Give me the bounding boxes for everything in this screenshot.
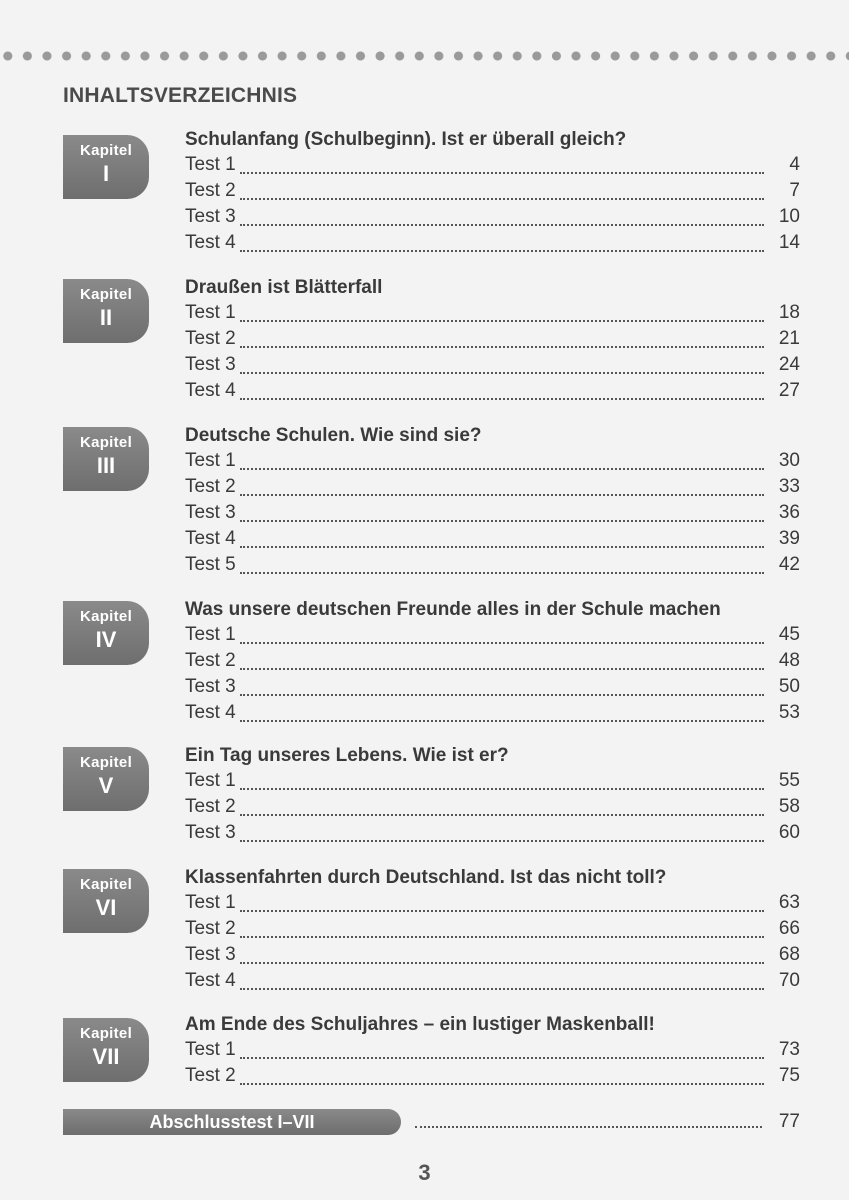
dot-leader [240,546,764,548]
toc-row[interactable] [185,770,800,796]
toc-row[interactable] [185,502,800,528]
test-label: Test 1 [185,624,236,645]
test-label: Test 3 [185,676,236,697]
chapter-badge [63,601,149,665]
page-title: INHALTSVERZEICHNIS [63,84,298,107]
page-ref: 53 [778,702,800,723]
chapter-badge-label: Kapitel [79,608,133,625]
chapter-badge [63,135,149,199]
test-label: Test 2 [185,180,236,201]
test-label: Test 2 [185,476,236,497]
page-ref: 77 [778,1111,800,1132]
page-ref: 4 [789,154,800,175]
test-label: Test 4 [185,380,236,401]
toc-row[interactable] [185,1039,800,1065]
page-ref: 33 [778,476,800,497]
final-test-label: Abschlusstest I–VII [63,1109,401,1135]
toc-row[interactable] [185,676,800,702]
page-ref: 73 [778,1039,800,1060]
test-label: Test 1 [185,302,236,323]
page-ref: 36 [778,502,800,523]
toc-row[interactable] [185,302,800,328]
dot-leader [240,1083,764,1085]
chapter-badge [63,1018,149,1082]
chapter-title: Klassenfahrten durch Deutschland. Ist das nicht toll? [185,867,667,888]
chapter-badge-label: Kapitel [79,876,133,893]
chapter-badge [63,747,149,811]
toc-row[interactable] [185,354,800,380]
test-label: Test 2 [185,328,236,349]
chapter-badge-label: Kapitel [79,1025,133,1042]
test-label: Test 3 [185,354,236,375]
toc-row[interactable] [185,328,800,354]
toc-row[interactable] [185,450,800,476]
test-label: Test 4 [185,528,236,549]
page-number: 3 [418,1160,431,1185]
page-ref: 14 [778,232,800,253]
chapter-title: Schulanfang (Schulbeginn). Ist er überall gleich? [185,129,627,150]
toc-row[interactable] [185,944,800,970]
test-label: Test 2 [185,796,236,817]
dot-leader [240,962,764,964]
toc-row[interactable] [185,206,800,232]
page-ref: 68 [778,944,800,965]
dot-leader [240,1057,764,1059]
chapter-title: Draußen ist Blätterfall [185,277,383,298]
page-ref: 58 [778,796,800,817]
page-ref: 24 [778,354,800,375]
toc-row[interactable] [185,624,800,650]
dot-leader [240,372,764,374]
chapter-badge-number: V [98,773,114,798]
dot-leader [240,936,764,938]
dotted-border [0,48,849,64]
toc-row[interactable] [185,154,800,180]
dot-leader [240,720,764,722]
page-ref: 70 [778,970,800,991]
test-label: Test 4 [185,232,236,253]
toc-row[interactable] [185,796,800,822]
dot-leader [240,250,764,252]
dot-leader [240,198,764,200]
chapter-badge-label: Kapitel [79,142,133,159]
dot-leader [240,694,764,696]
test-label: Test 4 [185,970,236,991]
toc-row[interactable] [185,970,800,996]
chapter-badge-number: VII [92,1044,120,1069]
test-label: Test 1 [185,450,236,471]
test-label: Test 1 [185,892,236,913]
toc-row[interactable] [185,232,800,258]
dot-leader [240,988,764,990]
test-label: Test 1 [185,770,236,791]
page-ref: 10 [778,206,800,227]
dot-leader [240,398,764,400]
test-label: Test 1 [185,1039,236,1060]
page-ref: 66 [778,918,800,939]
page-ref: 18 [778,302,800,323]
page-ref: 30 [778,450,800,471]
toc-row[interactable] [185,1065,800,1091]
toc-row[interactable] [185,918,800,944]
chapter-badge-number: I [102,161,110,186]
toc-row[interactable] [185,528,800,554]
chapter-badge-number: II [99,305,113,330]
test-label: Test 5 [185,554,236,575]
dot-leader [240,642,764,644]
page-ref: 7 [789,180,800,201]
chapter-badge-label: Kapitel [79,286,133,303]
toc-row[interactable] [185,554,800,580]
dot-leader [240,468,764,470]
test-label: Test 3 [185,822,236,843]
test-label: Test 2 [185,1065,236,1086]
chapter-title: Was unsere deutschen Freunde alles in der Schule machen [185,599,721,620]
dot-leader [240,788,764,790]
page-ref: 39 [778,528,800,549]
toc-row[interactable] [185,892,800,918]
chapter-badge [63,279,149,343]
test-label: Test 2 [185,650,236,671]
chapter-badge-number: VI [95,895,117,920]
dot-leader [240,346,764,348]
page-ref: 42 [778,554,800,575]
toc-row[interactable] [185,476,800,502]
test-label: Test 1 [185,154,236,175]
page-ref: 45 [778,624,800,645]
page-ref: 60 [778,822,800,843]
dot-leader [240,520,764,522]
chapter-badge-number: III [96,453,116,478]
dot-leader [415,1126,762,1128]
test-label: Test 2 [185,918,236,939]
toc-row[interactable] [185,822,800,848]
chapter-title: Deutsche Schulen. Wie sind sie? [185,425,482,446]
page-ref: 75 [778,1065,800,1086]
chapter-badge-number: IV [95,627,117,652]
chapter-badge-label: Kapitel [79,754,133,771]
dot-leader [240,572,764,574]
toc-row[interactable] [185,180,800,206]
toc-row[interactable] [185,380,800,406]
page-ref: 48 [778,650,800,671]
toc-row[interactable] [185,702,800,728]
chapter-badge-label: Kapitel [79,434,133,451]
dot-leader [240,668,764,670]
test-label: Test 4 [185,702,236,723]
page-ref: 55 [778,770,800,791]
test-label: Test 3 [185,206,236,227]
page-ref: 63 [778,892,800,913]
chapter-title: Ein Tag unseres Lebens. Wie ist er? [185,745,509,766]
dot-leader [240,840,764,842]
page-ref: 27 [778,380,800,401]
chapter-badge [63,869,149,933]
page-ref: 50 [778,676,800,697]
dot-leader [240,494,764,496]
dot-leader [240,224,764,226]
chapter-title: Am Ende des Schuljahres – ein lustiger Maskenball! [185,1014,655,1035]
chapter-badge [63,427,149,491]
dot-leader [240,172,764,174]
page-ref: 21 [778,328,800,349]
dot-leader [240,814,764,816]
test-label: Test 3 [185,502,236,523]
dot-leader [240,320,764,322]
test-label: Test 3 [185,944,236,965]
final-test-row[interactable] [63,1109,800,1135]
toc-row[interactable] [185,650,800,676]
dot-leader [240,910,764,912]
